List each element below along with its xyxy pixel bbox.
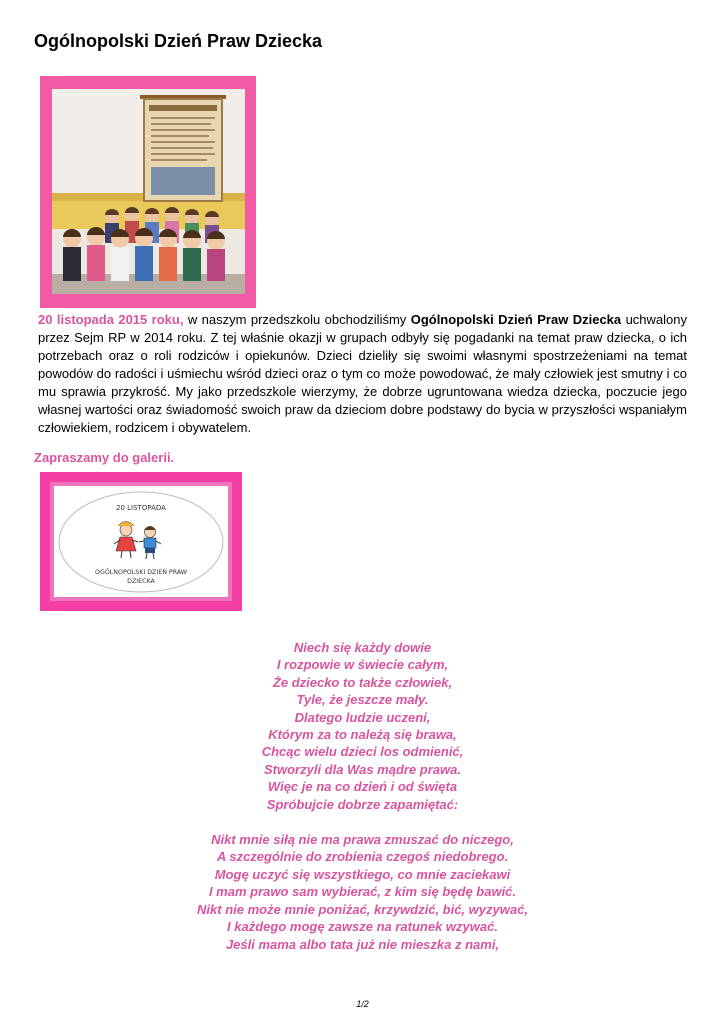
poem-line: Nikt nie może mnie poniżać, krzywdzić, bić, wyzywać, [197, 901, 528, 917]
poem-line: Nikt mnie siłą nie ma prawa zmuszać do niczego, [211, 832, 514, 848]
poem-line: I rozpowie w świecie całym, [276, 657, 449, 673]
children-photo-image [52, 89, 245, 294]
page-number: 1/2 [356, 999, 369, 1009]
intro-text-part2: uchwalony przez Sejm RP w 2014 roku. Z tej właśnie okazji w grupach odbyły się pogadanki na temat praw dziecka, o ich potrzebach oraz o roli rodziców i opiekunów. Dzieci dzieliły się swoimi własnymi spostrzeżeniami na temat powodów do radości i uśmiechu wśród dzieci oraz o tym co może powodować, że mały człowiek jest smutny i co mu sprawia przykrość. My jako przedszkole wierzymy, że dobrze ugruntowana wiedza dziecka, poczucie jego własnej wartości oraz świadomość swoich praw da dzieciom dobre podstawy do bycia w przyszłości wspaniałym człowiekiem, rodzicem i obywatelem. [38, 312, 687, 435]
poem-line: Spróbujcie dobrze zapamiętać: [266, 796, 459, 812]
poem-line: Tyle, że jeszcze mały. [296, 692, 429, 708]
event-logo [40, 472, 242, 611]
poem [0, 639, 725, 953]
poem-line: Więc je na co dzień i od święta [267, 779, 458, 795]
logo-panel [50, 482, 232, 601]
poem-line: Którym za to należą się brawa, [268, 727, 457, 743]
poem-line: Jeśli mama albo tata już nie mieszka z nami, [225, 936, 500, 952]
poem-line: A szczególnie do zrobienia czegoś niedobrego. [216, 849, 509, 865]
stanza-gap [0, 813, 725, 831]
page-title: Ogólnopolski Dzień Praw Dziecka [34, 31, 323, 51]
poem-line: Stworzyli dla Was mądre prawa. [264, 761, 461, 777]
event-date: 20 listopada 2015 roku, [38, 312, 184, 327]
gallery-link[interactable]: Zapraszamy do galerii. [34, 450, 175, 465]
poem-line: Mogę uczyć się wszystkiego, co mnie zaciekawi [214, 866, 511, 882]
logo-caption-line2: DZIECKA [127, 578, 155, 585]
event-name: Ogólnopolski Dzień Praw Dziecka [410, 312, 622, 327]
poem-line: Chcąc wielu dzieci los odmienić, [261, 744, 464, 760]
intro-text-part1: w naszym przedszkolu obchodziliśmy [183, 312, 411, 327]
group-photo [40, 76, 256, 308]
poem-line: I mam prawo sam wybierać, z kim się będę bawić. [208, 884, 517, 900]
intro-paragraph [38, 311, 687, 437]
poem-line: Dlatego ludzie uczeni, [294, 709, 431, 725]
poem-line: Niech się każdy dowie [293, 640, 432, 655]
logo-date-text: 20 LISTOPADA [116, 504, 166, 512]
logo-caption-line1: OGÓLNOPOLSKI DZIEŃ PRAW [94, 569, 188, 576]
poem-line: Że dziecko to także człowiek, [272, 674, 453, 690]
logo-caption [54, 568, 228, 586]
poem-line: I każdego mogę zawsze na ratunek wzywać. [227, 919, 498, 935]
